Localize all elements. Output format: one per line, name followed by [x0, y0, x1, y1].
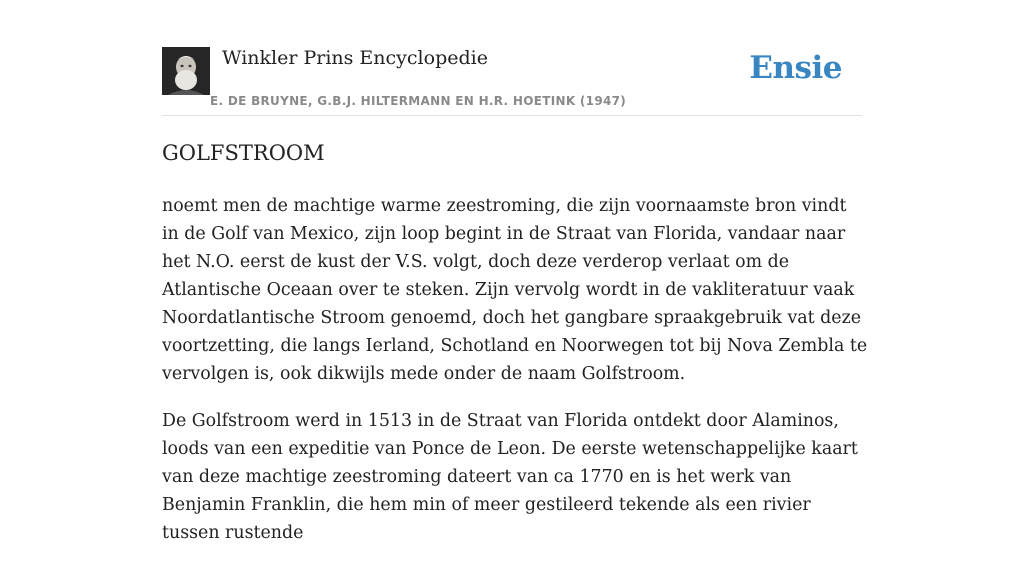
- site-title: Winkler Prins Encyclopedie: [222, 47, 488, 69]
- brand-logo-link[interactable]: Ensie: [749, 50, 842, 86]
- header: [162, 46, 862, 116]
- article-paragraph: noemt men de machtige warme zeestroming, die zijn voornaamste bron vindt in de Golf van Mexico, zijn loop begint in de Straat van Florida, vandaar naar het N.O. eerst de kust der V.S. volgt, doch deze verderop verlaat om de Atlantische Oceaan over te steken. Zijn vervolg wordt in de vakliteratuur vaak Noordatlantische Stroom genoemd, doch het gangbare spraakgebruik vat deze voortzetting, die langs Ierland, Schotland en Noorwegen tot bij Nova Zembla te vervolgen is, ook dikwijls mede onder de naam Golfstroom.: [162, 196, 868, 384]
- article-title: GOLFSTROOM: [162, 141, 325, 165]
- author-avatar: [162, 47, 210, 95]
- article-paragraph: De Golfstroom werd in 1513 in de Straat van Florida ontdekt door Alaminos, loods van een expeditie van Ponce de Leon. De eerste wetenschappelijke kaart van deze machtige zeestroming dateert van ca 1770 en is het werk van Benjamin Franklin, die hem min of meer gestileerd tekende als een rivier tussen rustende: [162, 411, 858, 543]
- article-body: [162, 192, 868, 566]
- byline: E. DE BRUYNE, G.B.J. HILTERMANN EN H.R. HOETINK (1947): [210, 94, 627, 108]
